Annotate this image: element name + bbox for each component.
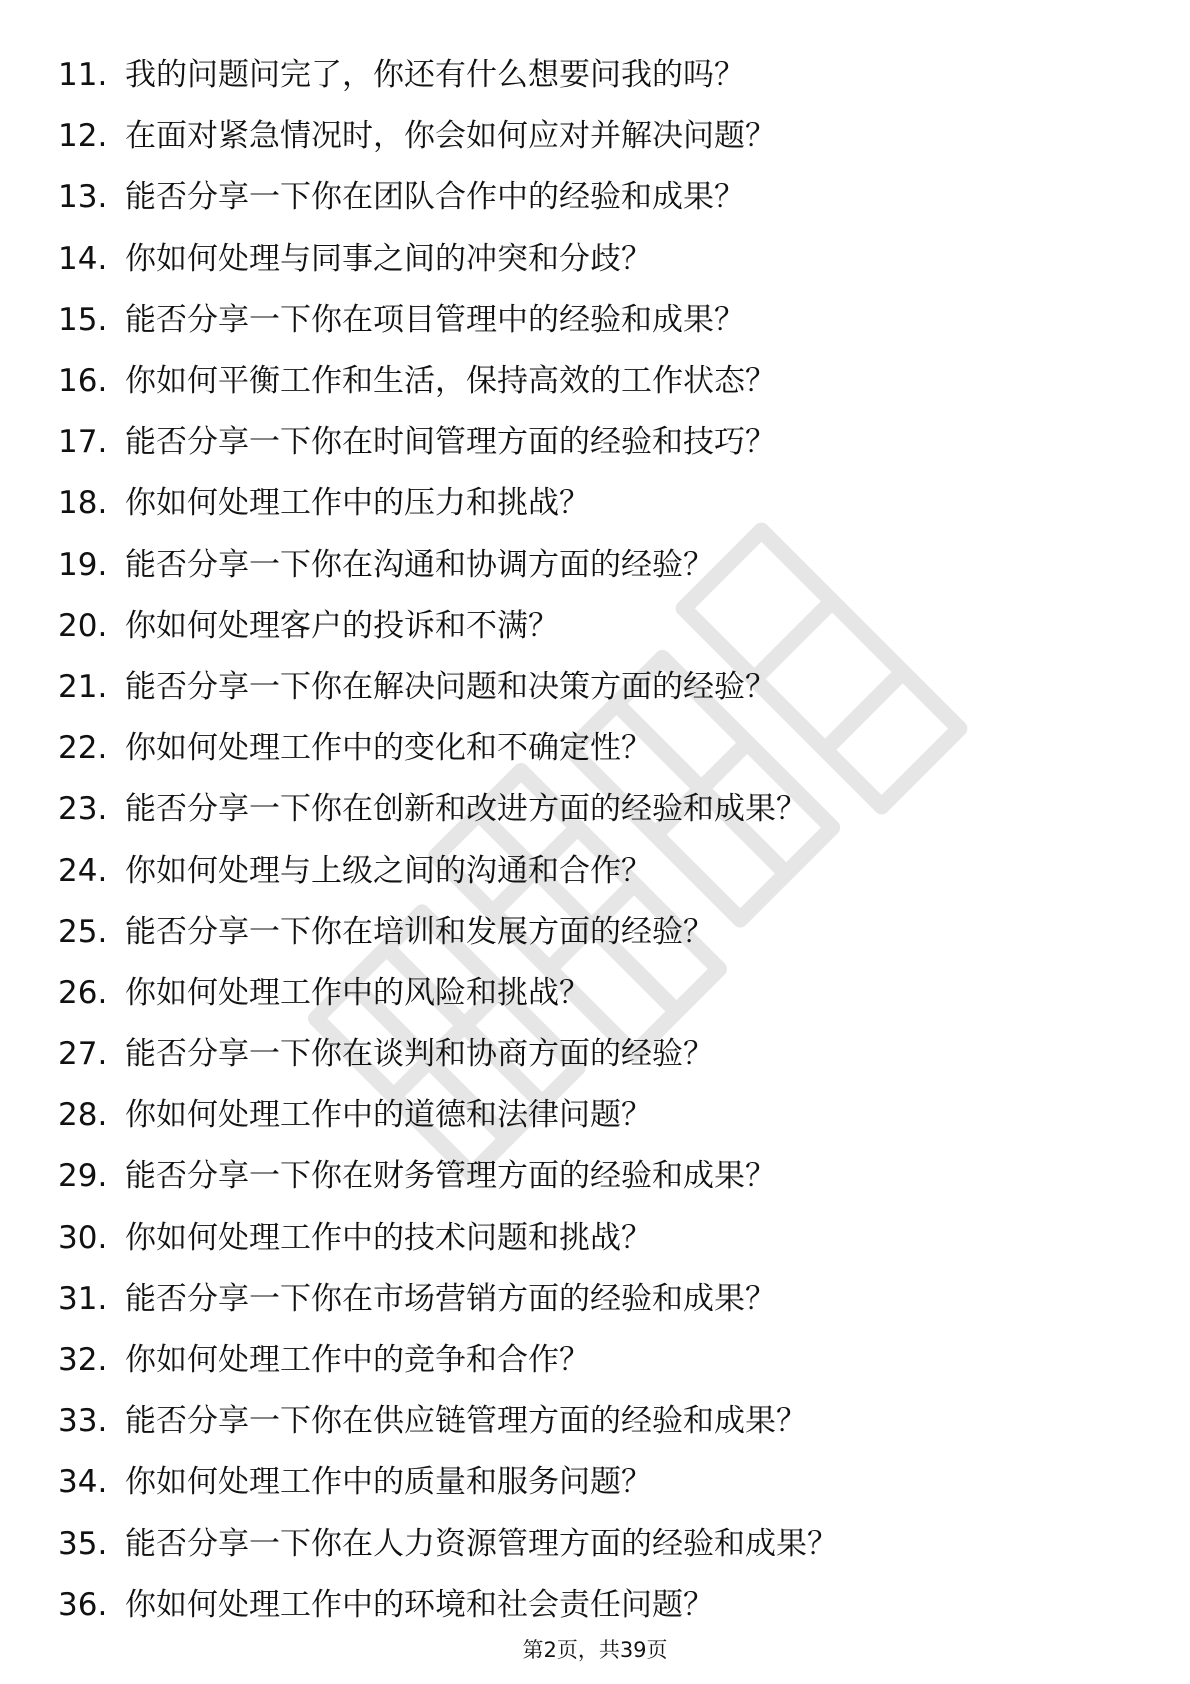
question-item [58, 229, 1138, 290]
question-item [58, 963, 1138, 1024]
question-item [58, 167, 1138, 228]
question-text: 你如何处理工作中的环境和社会责任问题？ [125, 1586, 714, 1623]
question-text: 你如何处理工作中的竞争和合作？ [125, 1342, 590, 1379]
question-item [58, 351, 1138, 412]
question-number: 13. [58, 179, 108, 216]
question-item [58, 1514, 1138, 1575]
page-number-footer: 第2页，共39页 [522, 1638, 668, 1662]
question-number: 36. [58, 1586, 108, 1623]
question-item [58, 1452, 1138, 1513]
question-item [58, 290, 1138, 351]
question-item [58, 902, 1138, 963]
question-item [58, 412, 1138, 473]
question-item [58, 1330, 1138, 1391]
question-text: 能否分享一下你在团队合作中的经验和成果？ [125, 179, 745, 216]
question-number: 16. [58, 363, 108, 400]
question-number: 22. [58, 730, 108, 767]
question-number: 21. [58, 668, 108, 705]
question-text: 能否分享一下你在培训和发展方面的经验？ [125, 913, 714, 950]
question-item [58, 1024, 1138, 1085]
question-list [58, 45, 1138, 1636]
question-text: 在面对紧急情况时，你会如何应对并解决问题？ [125, 118, 776, 155]
question-number: 20. [58, 607, 108, 644]
question-item [58, 1391, 1138, 1452]
question-text: 能否分享一下你在项目管理中的经验和成果？ [125, 301, 745, 338]
question-number: 33. [58, 1403, 108, 1440]
question-text: 能否分享一下你在财务管理方面的经验和成果？ [125, 1158, 776, 1195]
question-item [58, 1085, 1138, 1146]
question-number: 17. [58, 424, 108, 461]
question-text: 我的问题问完了，你还有什么想要问我的吗？ [125, 57, 745, 94]
question-item [58, 1146, 1138, 1207]
question-number: 18. [58, 485, 108, 522]
question-text: 能否分享一下你在市场营销方面的经验和成果？ [125, 1280, 776, 1317]
question-text: 你如何处理工作中的变化和不确定性？ [125, 730, 652, 767]
question-text: 你如何处理工作中的压力和挑战？ [125, 485, 590, 522]
question-text: 你如何平衡工作和生活，保持高效的工作状态？ [125, 363, 776, 400]
question-text: 能否分享一下你在沟通和协调方面的经验？ [125, 546, 714, 583]
question-text: 你如何处理工作中的风险和挑战？ [125, 974, 590, 1011]
question-text: 你如何处理工作中的道德和法律问题？ [125, 1097, 652, 1134]
question-number: 31. [58, 1280, 108, 1317]
question-text: 能否分享一下你在供应链管理方面的经验和成果？ [125, 1403, 807, 1440]
question-text: 你如何处理客户的投诉和不满？ [125, 607, 559, 644]
question-number: 28. [58, 1097, 108, 1134]
question-number: 14. [58, 240, 108, 277]
question-number: 24. [58, 852, 108, 889]
question-text: 能否分享一下你在人力资源管理方面的经验和成果？ [125, 1525, 838, 1562]
question-item [58, 45, 1138, 106]
question-item [58, 657, 1138, 718]
question-text: 能否分享一下你在时间管理方面的经验和技巧？ [125, 424, 776, 461]
question-number: 35. [58, 1525, 108, 1562]
question-text: 能否分享一下你在谈判和协商方面的经验？ [125, 1036, 714, 1073]
question-item [58, 1208, 1138, 1269]
question-number: 23. [58, 791, 108, 828]
question-number: 19. [58, 546, 108, 583]
question-item [58, 779, 1138, 840]
question-number: 25. [58, 913, 108, 950]
question-item [58, 473, 1138, 534]
question-text: 你如何处理工作中的质量和服务问题？ [125, 1464, 652, 1501]
question-item [58, 840, 1138, 901]
question-text: 你如何处理工作中的技术问题和挑战？ [125, 1219, 652, 1256]
question-item [58, 106, 1138, 167]
question-item [58, 1575, 1138, 1636]
question-item [58, 718, 1138, 779]
question-text: 你如何处理与上级之间的沟通和合作？ [125, 852, 652, 889]
question-number: 29. [58, 1158, 108, 1195]
question-number: 27. [58, 1036, 108, 1073]
question-number: 32. [58, 1342, 108, 1379]
question-text: 能否分享一下你在解决问题和决策方面的经验？ [125, 668, 776, 705]
question-number: 11. [58, 57, 108, 94]
question-text: 你如何处理与同事之间的冲突和分歧？ [125, 240, 652, 277]
question-item [58, 1269, 1138, 1330]
question-number: 30. [58, 1219, 108, 1256]
question-item [58, 535, 1138, 596]
question-number: 34. [58, 1464, 108, 1501]
question-number: 15. [58, 301, 108, 338]
question-number: 12. [58, 118, 108, 155]
question-number: 26. [58, 974, 108, 1011]
question-item [58, 596, 1138, 657]
question-text: 能否分享一下你在创新和改进方面的经验和成果？ [125, 791, 807, 828]
